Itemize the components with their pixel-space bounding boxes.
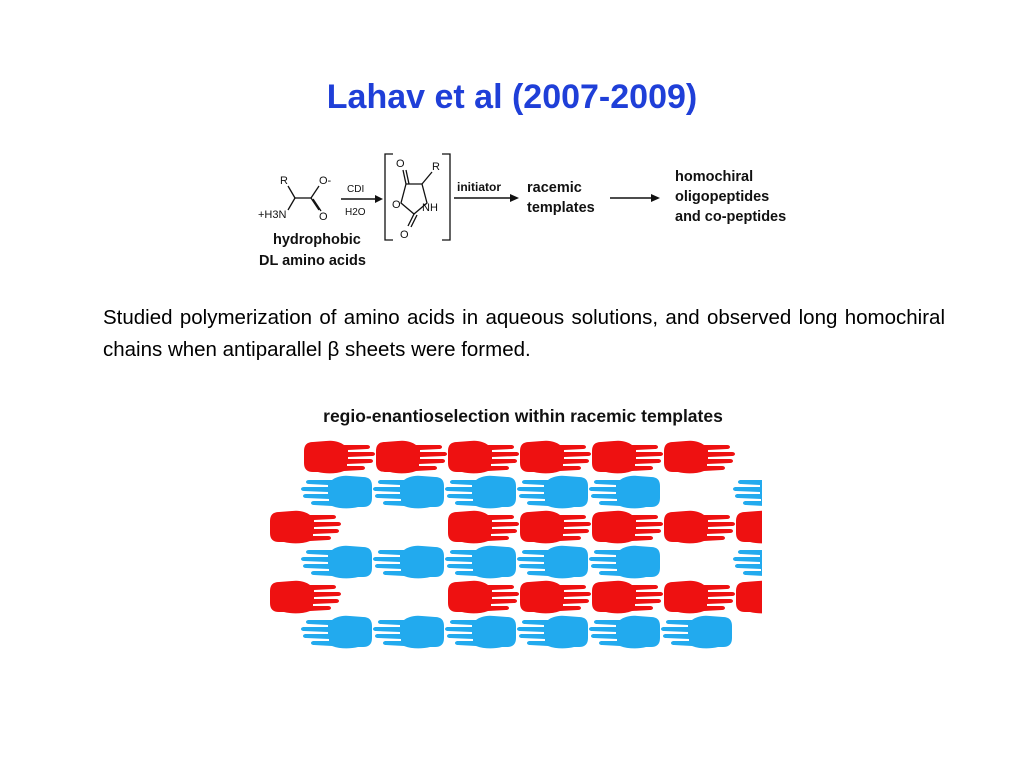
blue-hand [589,546,660,579]
step2-arrow [454,194,519,202]
blue-hand [301,616,372,649]
intermediate-label: racemic [527,180,582,196]
red-hand [664,511,735,544]
red-hand [592,441,663,474]
carboxylate-label: O- [319,175,332,187]
ammonium-label: +H3N [258,209,287,221]
reagent-water: H2O [345,207,366,218]
red-hand [448,581,519,614]
blue-hand [445,546,516,579]
red-hand [270,511,341,544]
bracket-left [385,154,393,240]
blue-hand [733,476,762,509]
red-hand [448,511,519,544]
nca-ring-o: O [392,199,401,211]
reagent-cdi: CDI [347,184,365,195]
body-paragraph: Studied polymerization of amino acids in aqueous solutions, and observed long homochiral chains when antiparallel β sheets were formed. [103,306,945,361]
blue-hand [517,546,588,579]
amino-acid-structure [288,186,321,211]
nca-r-group: R [432,161,440,173]
blue-hand [301,476,372,509]
product-label-3: and co-peptides [675,209,787,225]
initiator-label: initiator [457,180,501,194]
red-hand [376,441,447,474]
intermediate-label-2: templates [527,200,595,216]
step3-arrow [610,194,660,202]
reaction-scheme [255,148,815,273]
blue-hand [445,476,516,509]
product-label: homochiral [675,169,754,185]
nca-ring [401,170,432,227]
red-hand [520,511,591,544]
carbonyl-o-label: O [319,211,328,223]
red-hand [270,581,341,614]
blue-hand [661,616,732,649]
blue-hand [733,546,762,579]
red-hand [592,581,663,614]
starting-material-label: hydrophobic [273,232,361,248]
blue-hand [589,616,660,649]
blue-hand [301,546,372,579]
starting-material-label-2: DL amino acids [259,253,366,269]
blue-hand [589,476,660,509]
red-hand [664,581,735,614]
red-hand [592,511,663,544]
blue-hand [373,476,444,509]
nca-nh-label: NH [422,202,438,214]
hands-figure-title: regio-enantioselection within racemic templates [323,406,723,426]
red-hand [736,581,762,614]
red-hand [520,441,591,474]
red-hand [304,441,375,474]
red-hand [448,441,519,474]
blue-hand [517,616,588,649]
bracket-right [442,154,450,240]
red-hand [520,581,591,614]
slide-title: Lahav et al (2007-2009) [326,78,698,116]
blue-hand [445,616,516,649]
r-group-label: R [280,175,288,187]
red-hand [664,441,735,474]
nca-o-bottom: O [400,229,409,241]
hand-rows [270,441,762,649]
step1-arrow [341,195,383,203]
blue-hand [517,476,588,509]
red-hand [736,511,762,544]
blue-hand [373,546,444,579]
hands-figure [262,436,762,656]
product-label-2: oligopeptides [675,189,770,205]
blue-hand [373,616,444,649]
nca-o-top: O [396,158,405,170]
